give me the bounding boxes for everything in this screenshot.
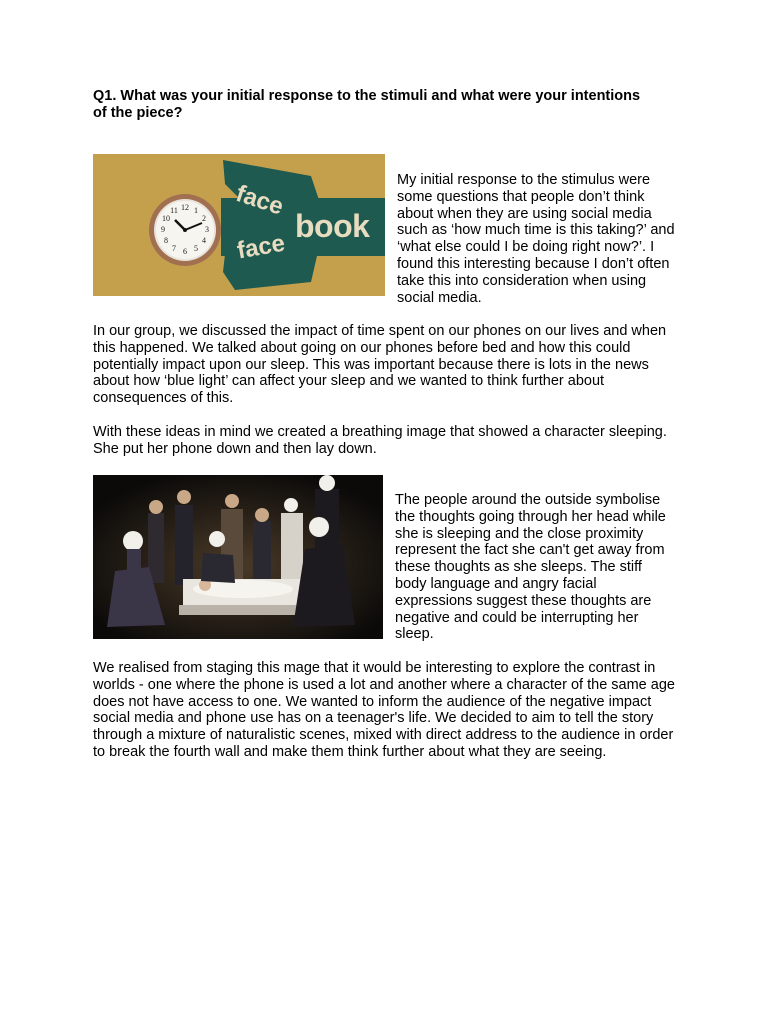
clock-facebook-image: [93, 154, 385, 296]
clock-numeral: 3: [205, 225, 209, 234]
paragraph-initial-response: My initial response to the stimulus were some questions that people don’t think about when they are using social media such as ‘how much time is this taking?’ and ‘what else could I be doing right now?’. I found this interesting because I don’t often take this into consideration when using social media.: [397, 172, 675, 306]
paragraph-people-symbolise: The people around the outside symbolise the thoughts going through her head while she is sleeping and the close proximity represent the fact she can't get away from these thoughts as she sleeps. The stiff body language and angry facial expressions suggest these thoughts are negative and could be interrupting her sleep.: [395, 492, 666, 643]
paragraph-contrast-worlds: We realised from staging this mage that it would be interesting to explore the contrast in worlds - one where the phone is used a lot and another where a character of the same age does not have access to one. We wanted to inform the audience of the negative impact social media and phone use has on a teenager's life. We decided to aim to tell the story through a mixture of naturalistic scenes, mixed with direct address to the audience in order to break the fourth wall and make them think further about what they are seeing.: [93, 660, 675, 760]
clock-numeral: 4: [202, 236, 207, 245]
stage-performance-photo: [93, 475, 383, 639]
paragraph-breathing-image: With these ideas in mind we created a breathing image that showed a character sleeping. She put her phone down and then lay down.: [93, 424, 667, 457]
logo-word-text: book: [295, 208, 370, 244]
clock-numeral: 7: [172, 244, 176, 254]
clock-numeral: 11: [170, 205, 178, 215]
logo-bottom-text: face: [235, 229, 288, 265]
clock-numeral: 1: [194, 205, 198, 215]
clock-numeral: 9: [161, 225, 165, 234]
logo-top-text: face: [232, 180, 287, 221]
paragraph-group-discussion: In our group, we discussed the impact of time spent on our phones on our lives and when this happened. We talked about going on our phones before bed and how this could potentially impact upon our sleep. This was important because there is lots in the news about how ‘blue light’ can affect your sleep and we wanted to think further about consequences of this.: [93, 323, 667, 407]
clock-numeral: 2: [202, 214, 207, 223]
clock-numeral: 8: [163, 236, 168, 245]
clock-numeral: 5: [194, 244, 198, 254]
clock-numeral: 12: [181, 203, 189, 212]
clock-numeral: 6: [183, 247, 187, 256]
clock-numerals: [93, 154, 385, 296]
clock-numeral: 10: [161, 214, 170, 223]
question-heading: Q1. What was your initial response to the stimuli and what were your intentions of the piece?: [93, 88, 641, 121]
